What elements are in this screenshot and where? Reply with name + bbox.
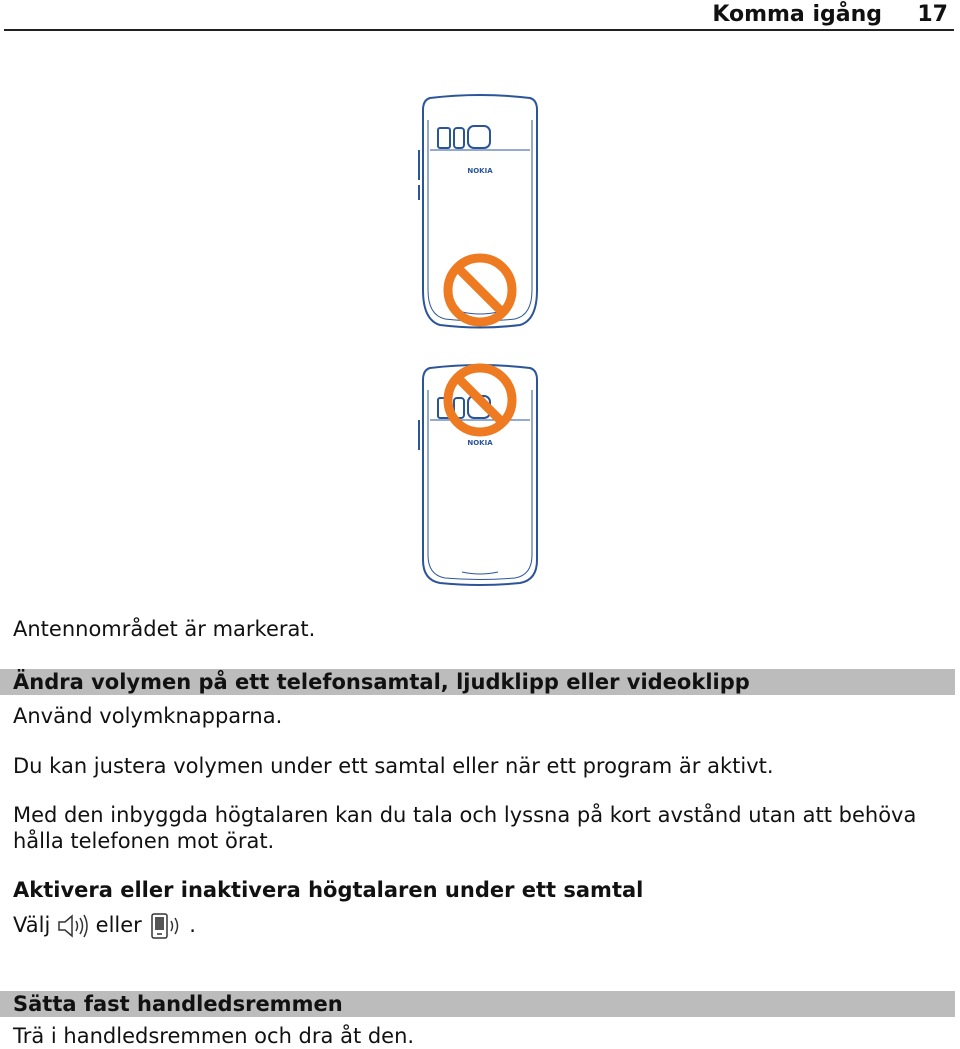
section-heading-volume <box>0 669 955 695</box>
loudspeaker-icon <box>57 913 89 939</box>
chapter-title: Komma igång <box>712 2 882 27</box>
section-heading-volume-text: Ändra volymen på ett telefonsamtal, ljudklipp eller videoklipp <box>13 670 750 694</box>
section-heading-strap <box>0 991 955 1017</box>
volume-info: Du kan justera volymen under ett samtal eller när ett program är aktivt. <box>13 754 774 778</box>
page-header <box>4 0 954 31</box>
volume-instruction: Använd volymknapparna. <box>13 704 283 728</box>
prohibition-icon-bottom <box>448 368 512 432</box>
speaker-instruction-middle: eller <box>95 913 142 937</box>
page-number: 17 <box>917 2 948 27</box>
section-heading-strap-text: Sätta fast handledsremmen <box>13 992 343 1016</box>
nokia-logo-top: NOKIA <box>467 167 493 175</box>
speaker-instruction-suffix: . <box>189 913 196 937</box>
handset-speaker-icon <box>149 912 183 940</box>
prohibition-icon-top <box>448 258 512 322</box>
speaker-toggle-instruction <box>13 912 196 940</box>
speaker-toggle-heading: Aktivera eller inaktivera högtalaren under ett samtal <box>13 878 644 902</box>
nokia-logo-bottom: NOKIA <box>467 439 493 447</box>
speaker-instruction-prefix: Välj <box>13 913 51 937</box>
antenna-area-illustration <box>400 90 560 600</box>
speaker-info-line2: hålla telefonen mot örat. <box>13 829 275 853</box>
speaker-info-line1: Med den inbyggda högtalaren kan du tala och lyssna på kort avstånd utan att behöva <box>13 803 917 827</box>
figure-caption: Antennområdet är markerat. <box>13 617 316 641</box>
strap-instruction: Trä i handledsremmen och dra åt den. <box>13 1024 415 1048</box>
